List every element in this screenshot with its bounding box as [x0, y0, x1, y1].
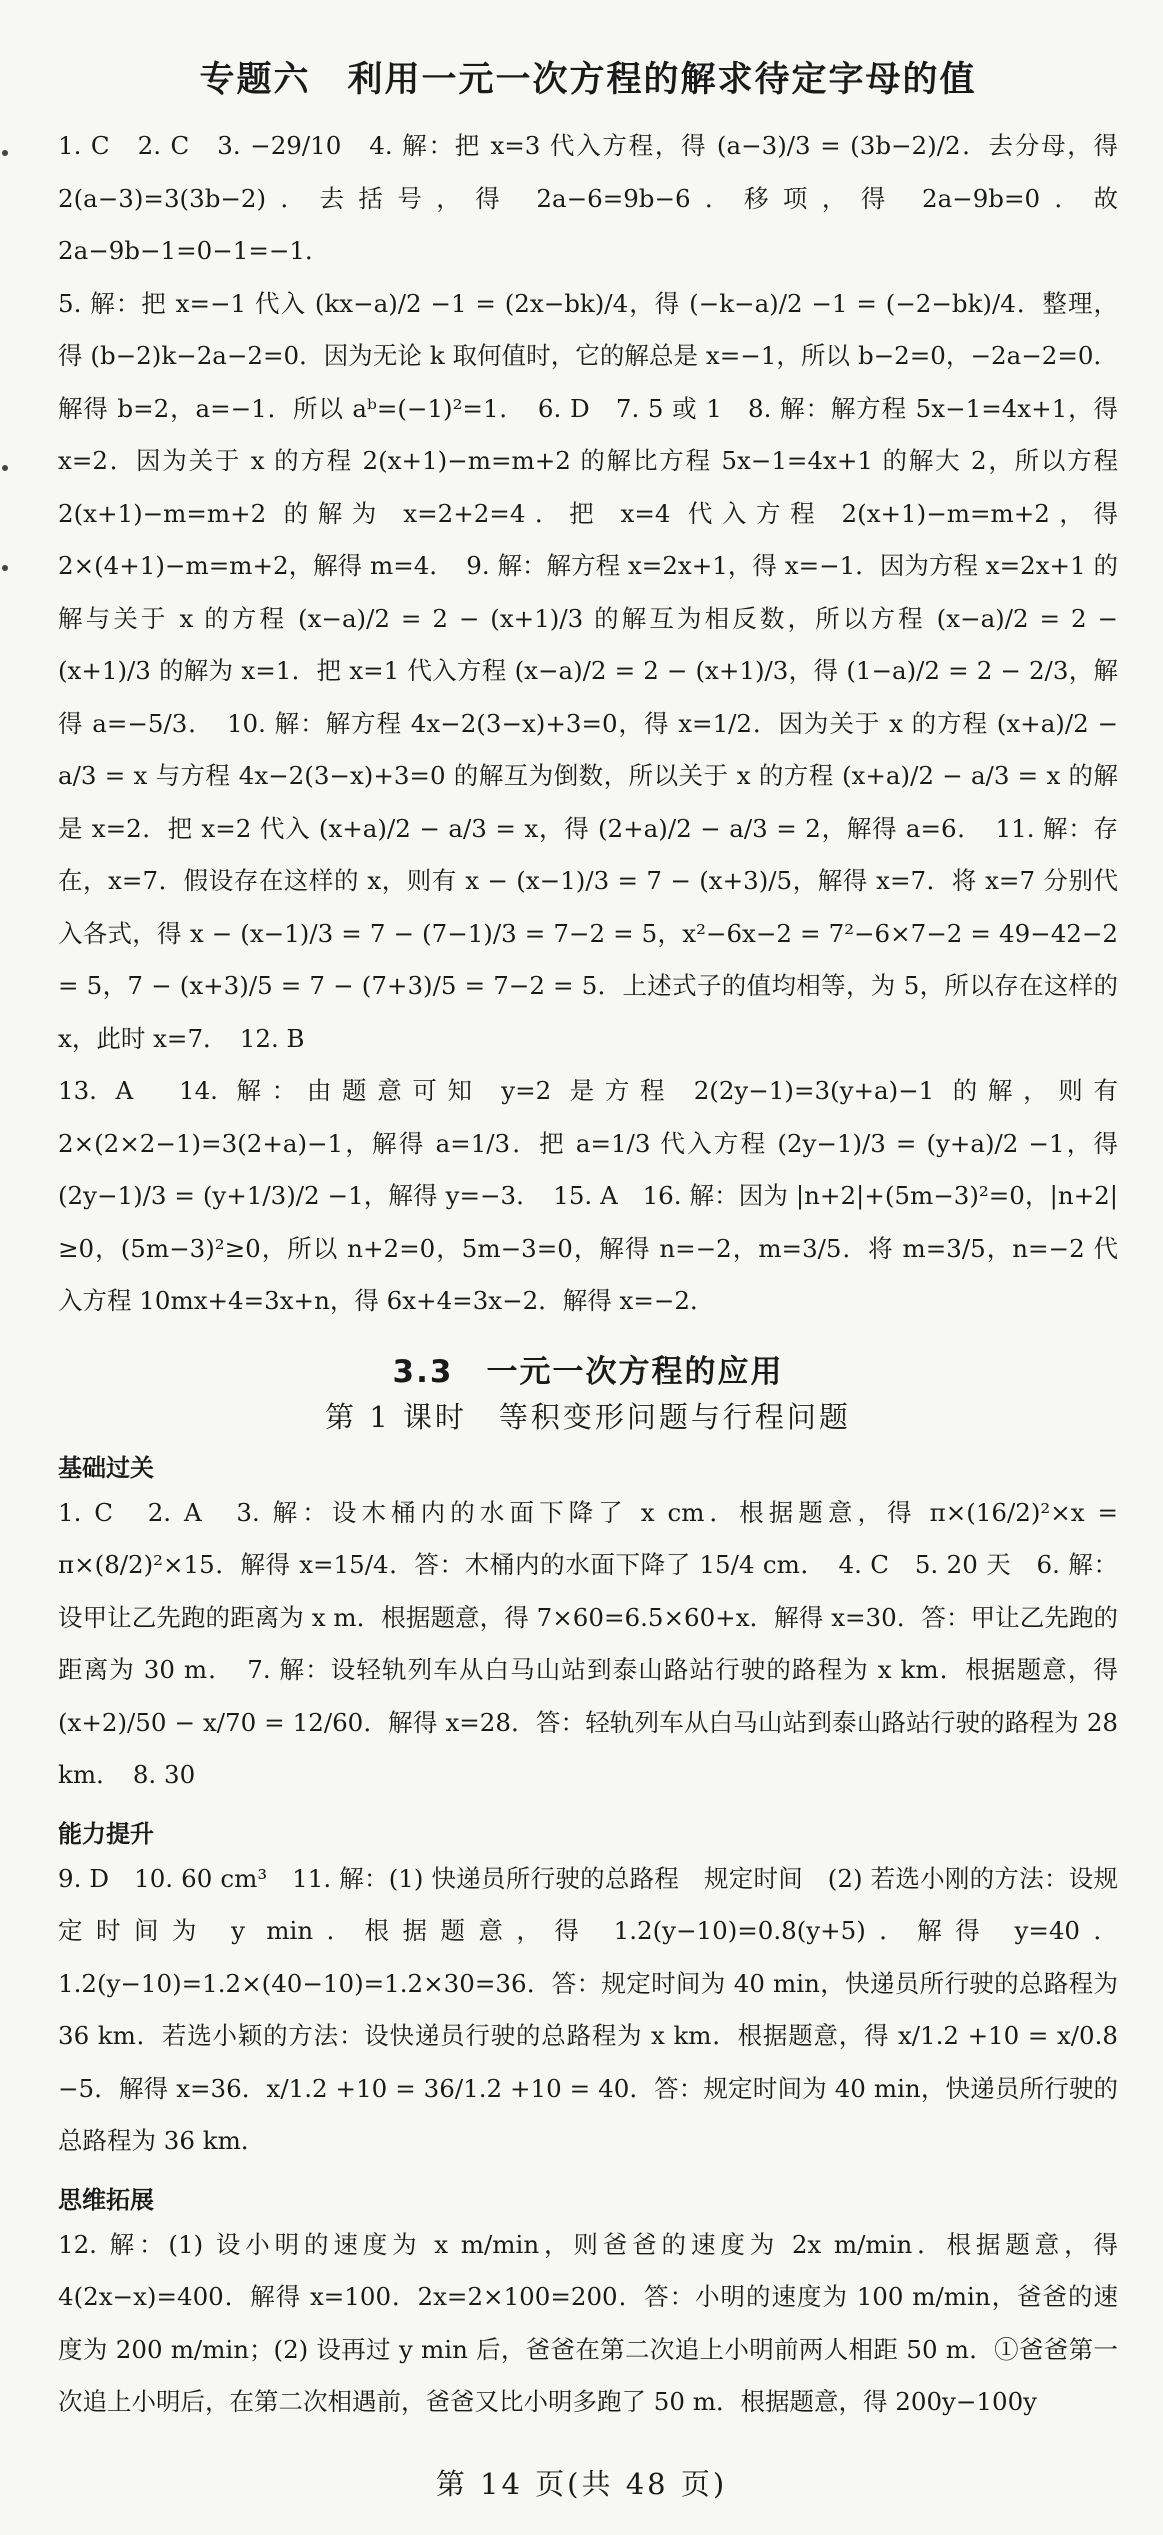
thinking-answers: 12. 解：(1) 设小明的速度为 x m/min，则爸爸的速度为 2x m/min．根据题意，得 4(2x−x)=400．解得 x=100．2x=2×100=200．答：小明的速度为 100 m/min，爸爸的速度为 200 m/min；(2) 设再过 y min 后，爸爸在第二次追上小明前两人相距 50 m．①爸爸第一次追上小明后，在第二次相遇前，爸爸又比小明多跑了 50 m．根据题意，得 200y−100y — [58, 2229, 1118, 2416]
basic-heading: 基础过关 — [58, 1453, 154, 1482]
answer-page — [58, 52, 1118, 2429]
ability-answers: 9. D 10. 60 cm³ 11. 解：(1) 快递员所行驶的总路程 规定时间 (2) 若选小刚的方法：设规定时间为 y min．根据题意，得 1.2(y−10)=0.8(y+5)．解得 y=40．1.2(y−10)=1.2×(40−10)=1.2×30=36．答：规定时间为 40 min，快递员所行驶的总路程为 36 km．若选小颖的方法：设快递员行驶的总路程为 x km．根据题意，得 x/1.2 +10 = x/0.8 −5．解得 x=36．x/1.2 +10 = 36/1.2 +10 = 40．答：规定时间为 40 min，快递员所行驶的总路程为 36 km． — [58, 1863, 1118, 2155]
answer-paragraph: 5. 解：把 x=−1 代入 (kx−a)/2 −1 = (2x−bk)/4，得 (−k−a)/2 −1 = (−2−bk)/4．整理，得 (b−2)k−2a−2=0．因为无论 k 取何值时，它的解总是 x=−1，所以 b−2=0，−2a−2=0．解得 b=2，a=−1．所以 aᵇ=(−1)²=1． 6. D 7. 5 或 1 8. 解：解方程 5x−1=4x+1，得 x=2．因为关于 x 的方程 2(x+1)−m=m+2 的解比方程 5x−1=4x+1 的解大 2，所以方程 2(x+1)−m=m+2 的解为 x=2+2=4．把 x=4 代入方程 2(x+1)−m=m+2，得 2×(4+1)−m=m+2，解得 m=4． 9. 解：解方程 x=2x+1，得 x=−1．因为方程 x=2x+1 的解与关于 x 的方程 (x−a)/2 = 2 − (x+1)/3 的解互为相反数，所以方程 (x−a)/2 = 2 − (x+1)/3 的解为 x=1．把 x=1 代入方程 (x−a)/2 = 2 − (x+1)/3，得 (1−a)/2 = 2 − 2/3，解得 a=−5/3． 10. 解：解方程 4x−2(3−x)+3=0，得 x=1/2．因为关于 x 的方程 (x+a)/2 − a/3 = x 与方程 4x−2(3−x)+3=0 的解互为倒数，所以关于 x 的方程 (x+a)/2 − a/3 = x 的解是 x=2．把 x=2 代入 (x+a)/2 − a/3 = x，得 (2+a)/2 − a/3 = 2，解得 a=6． 11. 解：存在，x=7．假设存在这样的 x，则有 x − (x−1)/3 = 7 − (x+3)/5，解得 x=7．将 x=7 分别代入各式，得 x − (x−1)/3 = 7 − (7−1)/3 = 7−2 = 5，x²−6x−2 = 7²−6×7−2 = 49−42−2 = 5，7 − (x+3)/5 = 7 − (7+3)/5 = 7−2 = 5．上述式子的值均相等，为 5，所以存在这样的 x，此时 x=7． 12. B — [58, 288, 1118, 1053]
section-title: 3.3 一元一次方程的应用 — [392, 1353, 784, 1390]
margin-mark — [2, 565, 8, 571]
topic-title: 专题六 利用一元一次方程的解求待定字母的值 — [199, 60, 977, 100]
margin-mark — [2, 465, 8, 471]
thinking-heading: 思维拓展 — [58, 2185, 154, 2214]
margin-mark — [2, 150, 8, 156]
answer-paragraph: 13. A 14. 解：由题意可知 y=2 是方程 2(2y−1)=3(y+a)−1 的解，则有 2×(2×2−1)=3(2+a)−1，解得 a=1/3．把 a=1/3 代入方程 (2y−1)/3 = (y+a)/2 −1，得 (2y−1)/3 = (y+1/3)/2 −1，解得 y=−3． 15. A 16. 解：因为 |n+2|+(5m−3)²=0，|n+2|≥0，(5m−3)²≥0，所以 n+2=0，5m−3=0，解得 n=−2，m=3/5．将 m=3/5，n=−2 代入方程 10mx+4=3x+n，得 6x+4=3x−2．解得 x=−2． — [58, 1076, 1118, 1315]
basic-answers: 1. C 2. A 3. 解：设木桶内的水面下降了 x cm．根据题意，得 π×(16/2)²×x = π×(8/2)²×15．解得 x=15/4．答：木桶内的水面下降了 15/4 cm． 4. C 5. 20 天 6. 解：设甲让乙先跑的距离为 x m．根据题意，得 7×60=6.5×60+x．解得 x=30．答：甲让乙先跑的距离为 30 m． 7. 解：设轻轨列车从白马山站到泰山路站行驶的路程为 x km．根据题意，得 (x+2)/50 − x/70 = 12/60．解得 x=28．答：轻轨列车从白马山站到泰山路站行驶的路程为 28 km． 8. 30 — [58, 1497, 1118, 1789]
lesson-title: 第 1 课时 等积变形问题与行程问题 — [325, 1399, 851, 1434]
page-footer: 第 14 页(共 48 页) — [435, 2467, 728, 2501]
ability-heading: 能力提升 — [58, 1819, 154, 1848]
answer-paragraph: 1. C 2. C 3. −29/10 4. 解：把 x=3 代入方程，得 (a−3)/3 = (3b−2)/2．去分母，得 2(a−3)=3(3b−2)．去括号，得 2a−6=9b−6．移项，得 2a−9b=0．故 2a−9b−1=0−1=−1． — [58, 131, 1118, 265]
